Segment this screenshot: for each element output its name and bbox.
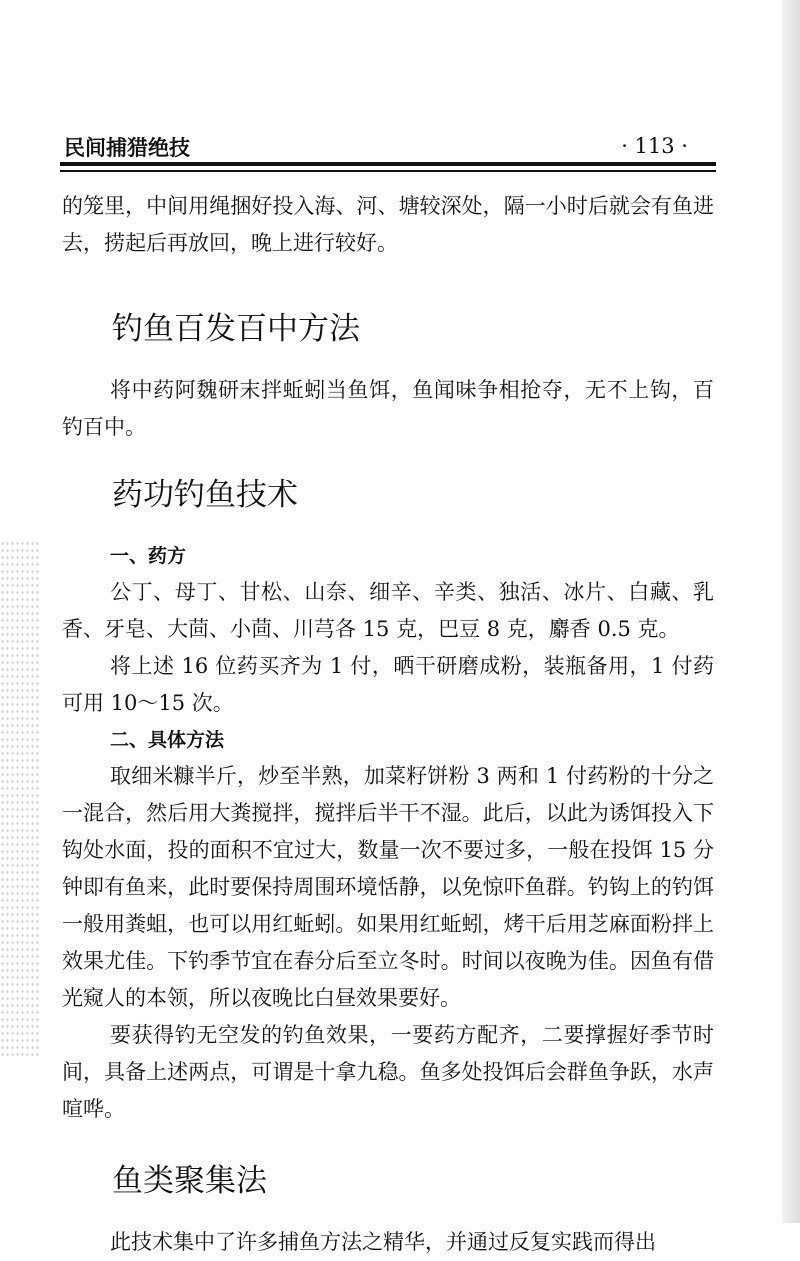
paragraph-continued: 的笼里，中间用绳捆好投入海、河、塘较深处，隔一小时后就会有鱼进去，捞起后再放回，晚上进行较好。: [62, 194, 714, 255]
header-rule-thick: [60, 162, 716, 166]
page-number: · 113 ·: [621, 134, 688, 158]
scan-noise: [0, 540, 40, 1060]
page-edge-shadow: [782, 0, 800, 1223]
paragraph: 取细米糠半斤，炒至半熟，加菜籽饼粉 3 两和 1 付药粉的十分之一混合，然后用大粪搅拌，搅拌后半干不湿。此后，以此为诱饵投入下钩处水面，投的面积不宜过大，数量一次不要过多，一般在投饵 15 分钟即有鱼来，此时要保持周围环境恬静，以免惊吓鱼群。钓钩上的钓饵一般用粪蛆，也可以用红蚯蚓。如果用红蚯蚓，烤干后用芝麻面粉拌上效果尤佳。下钓季节宜在春分后至立冬时。时间以夜晚为佳。因鱼有借光窥人的本领，所以夜晚比白昼效果要好。: [62, 764, 714, 1010]
section-heading-fish-gathering: 鱼类聚集法: [112, 1163, 267, 1199]
paragraph: 此技术集中了许多捕鱼方法之精华，并通过反复实践而得出: [110, 1230, 656, 1254]
running-title: 民间捕猎绝技: [64, 136, 190, 160]
paragraph: 公丁、母丁、甘松、山奈、细辛、辛类、独活、冰片、白藏、乳香、牙皂、大茴、小茴、川芎各 15 克，巴豆 8 克，麝香 0.5 克。: [62, 580, 714, 641]
page-body: [62, 188, 714, 1261]
subheading-method: 二、具体方法: [110, 729, 225, 751]
section-heading-hundred-percent-fishing: 钓鱼百发百中方法: [112, 311, 360, 347]
page-header: [62, 131, 714, 161]
subheading-prescription: 一、药方: [110, 545, 187, 567]
paragraph: 将中药阿魏研末拌蚯蚓当鱼饵，鱼闻味争相抢夺，无不上钩，百钓百中。: [62, 378, 714, 439]
paragraph: 要获得钓无空发的钓鱼效果，一要药方配齐，二要撑握好季节时间，具备上述两点，可谓是十拿九稳。鱼多处投饵后会群鱼争跃，水声喧哗。: [62, 1023, 714, 1121]
section-heading-herbal-fishing: 药功钓鱼技术: [112, 477, 298, 513]
paragraph: 将上述 16 位药买齐为 1 付，晒干研磨成粉，装瓶备用，1 付药可用 10～15 次。: [62, 654, 714, 715]
header-rule-thin: [60, 170, 716, 172]
